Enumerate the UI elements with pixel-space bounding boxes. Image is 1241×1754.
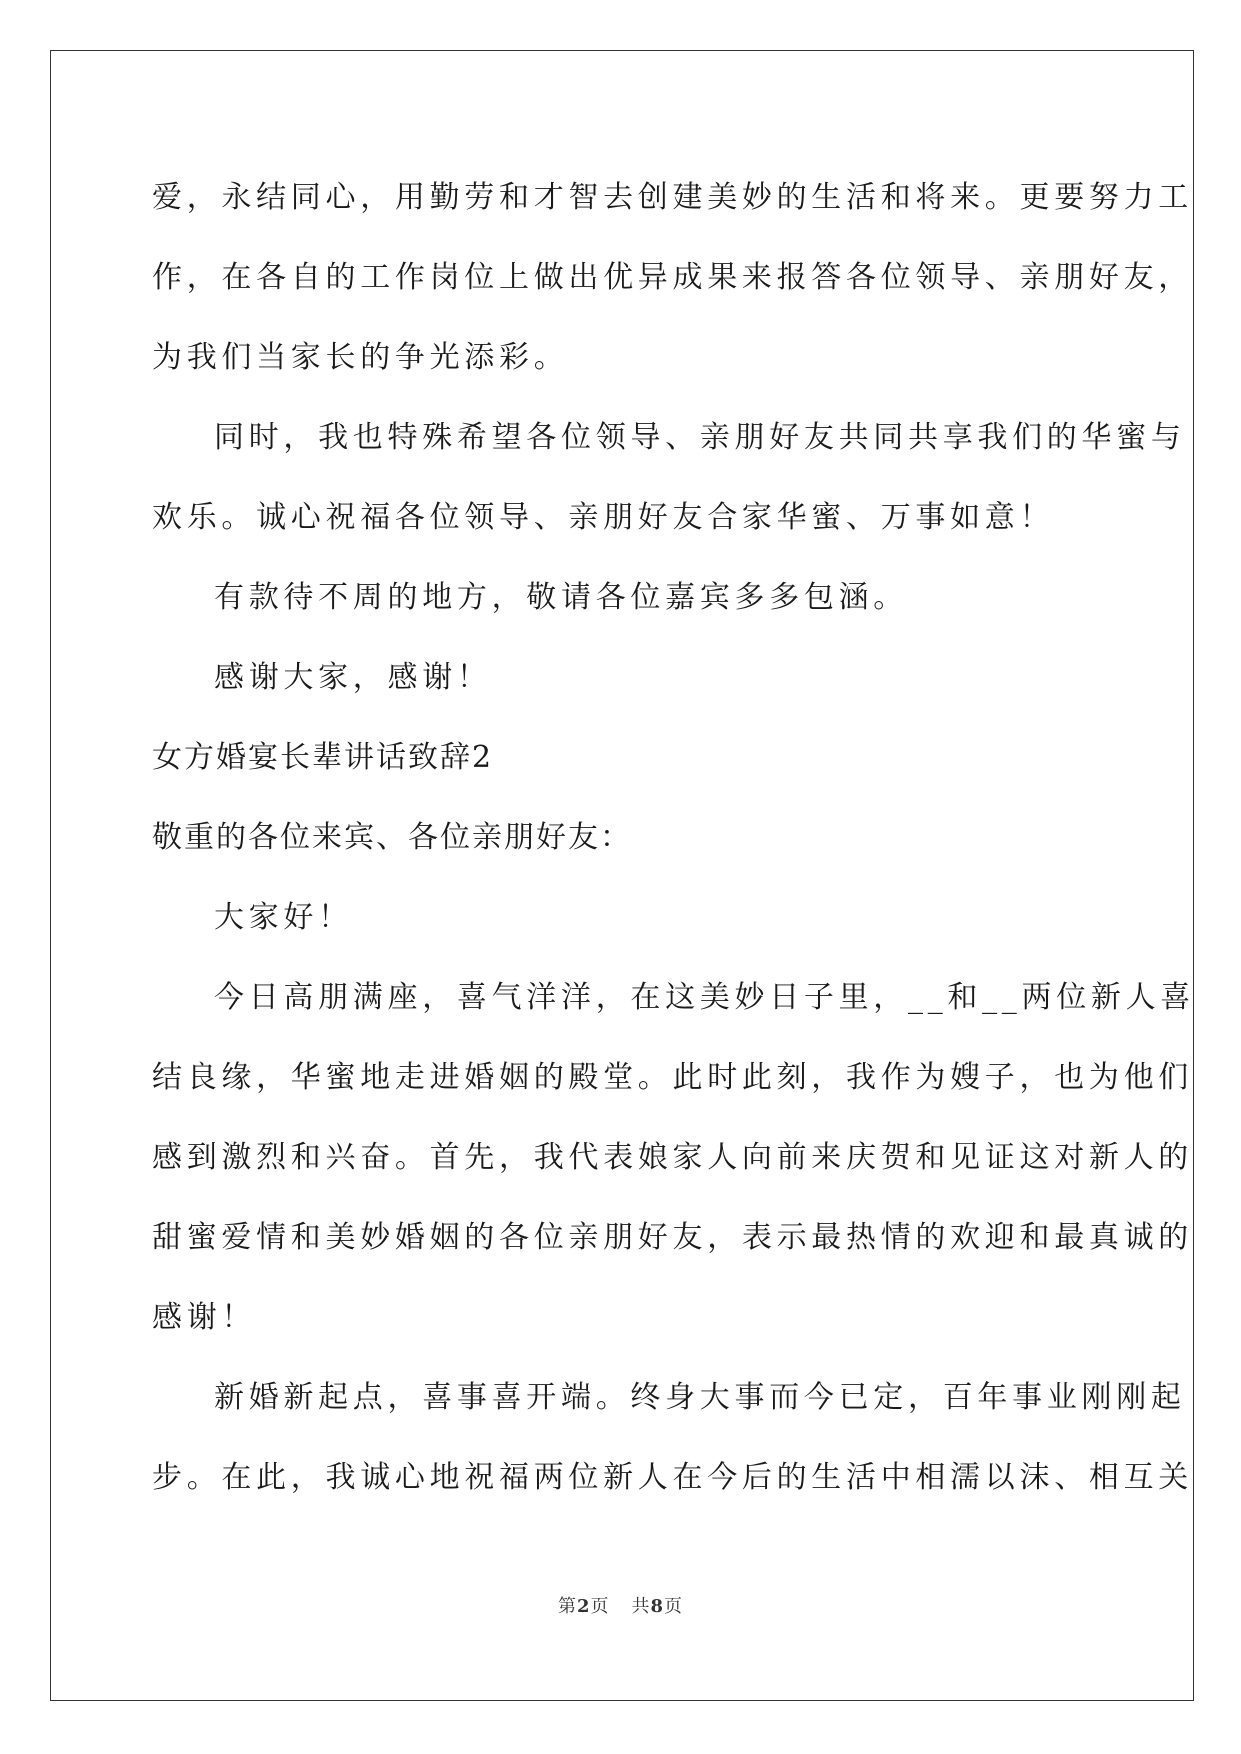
page-total: 8	[650, 1596, 665, 1617]
document-body	[152, 158, 1195, 1518]
paragraph-line: 感到激烈和兴奋。首先，我代表娘家人向前来庆贺和见证这对新人的	[152, 1140, 1193, 1175]
section-heading: 女方婚宴长辈讲话致辞2	[152, 740, 494, 775]
paragraph-line: 爱，永结同心，用勤劳和才智去创建美妙的生活和将来。更要努力工	[152, 180, 1193, 215]
paragraph-line: 今日高朋满座，喜气洋洋，在这美妙日子里，__和__两位新人喜	[214, 980, 1195, 1015]
paragraph-line: 步。在此，我诚心地祝福两位新人在今后的生活中相濡以沫、相互关	[152, 1460, 1193, 1495]
salutation: 敬重的各位来宾、各位亲朋好友：	[152, 820, 632, 855]
greeting: 大家好！	[214, 900, 353, 935]
paragraph-line: 结良缘，华蜜地走进婚姻的殿堂。此时此刻，我作为嫂子，也为他们	[152, 1060, 1193, 1095]
paragraph-line: 同时，我也特殊希望各位领导、亲朋好友共同共享我们的华蜜与	[214, 420, 1186, 455]
paragraph-line: 有款待不周的地方，敬请各位嘉宾多多包涵。	[214, 580, 908, 615]
paragraph-line: 作，在各自的工作岗位上做出优异成果来报答各位领导、亲朋好友，	[152, 260, 1193, 295]
paragraph-line: 感谢！	[152, 1300, 257, 1335]
total-prefix: 共	[631, 1596, 651, 1617]
paragraph-line: 为我们当家长的争光添彩。	[152, 340, 569, 375]
paragraph-line: 感谢大家，感谢！	[214, 660, 492, 695]
page-footer	[0, 1595, 1241, 1619]
total-unit: 页	[664, 1596, 684, 1617]
paragraph-line: 甜蜜爱情和美妙婚姻的各位亲朋好友，表示最热情的欢迎和最真诚的	[152, 1220, 1193, 1255]
paragraph-line: 欢乐。诚心祝福各位领导、亲朋好友合家华蜜、万事如意！	[152, 500, 1055, 535]
paragraph-line: 新婚新起点，喜事喜开端。终身大事而今已定，百年事业刚刚起	[214, 1380, 1186, 1415]
page-unit: 页	[590, 1596, 610, 1617]
page-prefix: 第	[557, 1596, 577, 1617]
page-current: 2	[576, 1596, 591, 1617]
